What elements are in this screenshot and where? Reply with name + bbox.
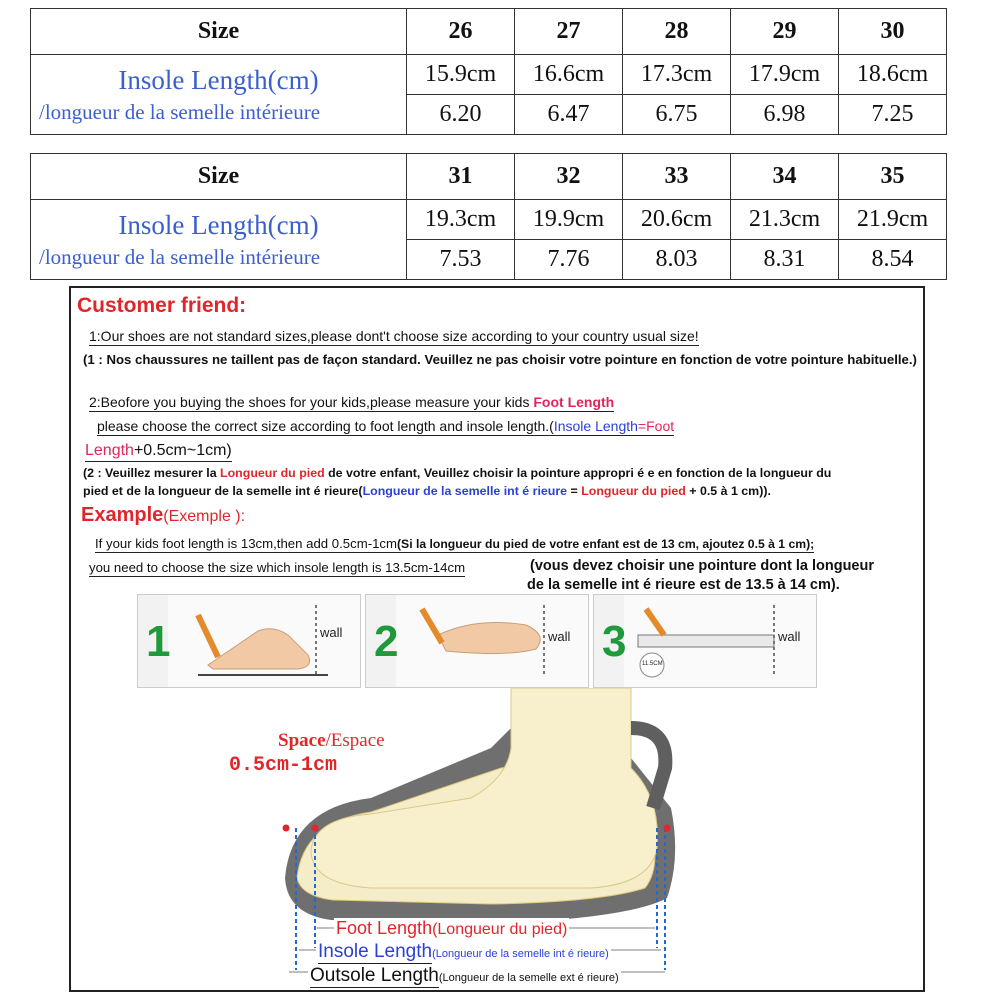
inch-cell: 8.03 (623, 240, 731, 280)
insole-length-label (316, 941, 611, 963)
measuring-guide (69, 286, 925, 992)
inch-cell: 6.98 (731, 95, 839, 135)
step-3-panel (593, 594, 817, 688)
note-2-line-1 (89, 394, 614, 410)
note-2-fr-text-c: pied et de la longueur de la semelle int é rieure( (83, 484, 363, 498)
note-2-fr-insole: Longueur de la semelle int é rieure (362, 484, 568, 498)
outsole-length-label (308, 965, 621, 987)
example-title-fr: (Exemple ): (163, 508, 246, 525)
note-2-fr-eq: = (567, 484, 582, 498)
insole-length-fr: (Longueur de la semelle int é rieure) (432, 948, 609, 960)
space-value: 0.5cm-1cm (229, 754, 338, 777)
size-table-2 (30, 153, 947, 280)
example-text-2: you need to choose the size which insole length is 13.5cm-14cm (89, 560, 466, 575)
example-line-1 (95, 536, 814, 553)
cm-cell: 21.9cm (839, 200, 947, 240)
cm-row (31, 55, 947, 95)
note-2-fr-line-2 (83, 484, 771, 498)
example-text-1: If your kids foot length is 13cm,then add 0.5cm-1cm (95, 536, 397, 551)
wall-label: wall (778, 629, 801, 644)
note-2-insole-length: Insole Length (553, 418, 638, 434)
size-cell: 27 (515, 9, 623, 55)
inch-cell: 6.47 (515, 95, 623, 135)
wall-label: wall (320, 625, 343, 640)
insole-length-text: Insole Length (318, 941, 433, 962)
note-2-line-2 (97, 418, 674, 436)
step-2-panel (365, 594, 589, 688)
cm-cell: 19.3cm (407, 200, 515, 240)
insole-label-cell (31, 200, 407, 280)
inch-cell: 7.25 (839, 95, 947, 135)
cm-cell: 18.6cm (839, 55, 947, 95)
step-number: 1 (146, 617, 171, 666)
cm-cell: 21.3cm (731, 200, 839, 240)
outsole-length-text: Outsole Length (310, 965, 439, 986)
note-2-fr-foot: Longueur du pied (220, 466, 325, 480)
note-2-text-b: please choose the correct size according to foot length and insole length.( (97, 418, 554, 434)
note-2-text: 2:Beofore you buying the shoes for your kids,please measure your kids (89, 394, 534, 410)
note-2-fr-foot-2: Longueur du pied (581, 484, 686, 498)
insole-label-cell (31, 55, 407, 135)
cm-cell: 20.6cm (623, 200, 731, 240)
note-1-fr: (1 : Nos chaussures ne taillent pas de façon standard. Veuillez ne pas choisir votre pointure en fonction de votre pointure habituelle.) (83, 352, 917, 367)
note-2-line-3 (85, 442, 232, 462)
size-row (31, 9, 947, 55)
example-title: Example (81, 504, 164, 526)
cm-cell: 15.9cm (407, 55, 515, 95)
guide-heading: Customer friend: (77, 294, 247, 317)
inch-cell: 7.76 (515, 240, 623, 280)
note-2-plus: +0.5cm~1cm) (133, 442, 232, 459)
step-1-panel (137, 594, 361, 688)
example-line-2 (89, 560, 465, 577)
example-text-1-fr: (Si la longueur du pied de votre enfant est de 13 cm, ajoutez 0.5 à 1 cm); (397, 537, 815, 551)
note-1: 1:Our shoes are not standard sizes,please dont't choose size according to your country usual size! (89, 328, 699, 344)
cm-cell: 17.3cm (623, 55, 731, 95)
size-cell: 28 (623, 9, 731, 55)
insole-label: Insole Length(cm) (118, 209, 319, 240)
foot-length-fr: (Longueur du pied) (432, 921, 568, 938)
step-number: 2 (374, 617, 399, 666)
size-header: Size (31, 154, 407, 200)
cm-cell: 16.6cm (515, 55, 623, 95)
cm-row (31, 200, 947, 240)
size-cell: 30 (839, 9, 947, 55)
size-cell: 35 (839, 154, 947, 200)
insole-label: Insole Length(cm) (118, 64, 319, 95)
note-2-fr-text-d: + 0.5 à 1 cm)). (685, 484, 771, 498)
note-2-fr-line-1 (83, 466, 831, 480)
space-label (278, 730, 385, 752)
example-heading (81, 504, 245, 527)
size-header: Size (31, 9, 407, 55)
cm-cell: 17.9cm (731, 55, 839, 95)
note-2-length: Length (85, 442, 134, 459)
size-cell: 29 (731, 9, 839, 55)
example-text-2-fr-b: de la semelle int é rieure est de 13.5 à 14 cm). (527, 577, 840, 593)
size-cell: 31 (407, 154, 515, 200)
size-row (31, 154, 947, 200)
insole-label-fr: /longueur de la semelle intérieure (39, 99, 321, 124)
space-label-en: Space (278, 730, 326, 751)
size-cell: 26 (407, 9, 515, 55)
note-2-foot-length: Foot Length (533, 394, 615, 410)
outsole-length-fr: (Longueur de la semelle ext é rieure) (438, 972, 619, 984)
size-cell: 34 (731, 154, 839, 200)
note-2-foot: Foot (646, 418, 675, 434)
foot-length-text: Foot Length (336, 918, 433, 938)
inch-cell: 8.31 (731, 240, 839, 280)
size-cell: 33 (623, 154, 731, 200)
inch-cell: 7.53 (407, 240, 515, 280)
size-cell: 32 (515, 154, 623, 200)
wall-label: wall (548, 629, 571, 644)
inch-cell: 6.20 (407, 95, 515, 135)
note-2-fr-text: (2 : Veuillez mesurer la (83, 466, 221, 480)
note-2-fr-text-b: de votre enfant, Veuillez choisir la pointure appropri é e en fonction de la longueur du (324, 466, 832, 480)
ruler-tag: 11.5CM (642, 661, 663, 667)
inch-cell: 6.75 (623, 95, 731, 135)
note-2-equals: = (637, 418, 647, 434)
size-table-1 (30, 8, 947, 135)
cm-cell: 19.9cm (515, 200, 623, 240)
foot-measure-icon (138, 595, 360, 687)
space-label-fr: /Espace (325, 730, 385, 751)
example-text-2-fr-a: (vous devez choisir une pointure dont la longueur (530, 558, 874, 574)
insole-label-fr: /longueur de la semelle intérieure (39, 244, 321, 269)
inch-cell: 8.54 (839, 240, 947, 280)
step-number: 3 (602, 617, 627, 666)
foot-length-label (334, 918, 569, 939)
